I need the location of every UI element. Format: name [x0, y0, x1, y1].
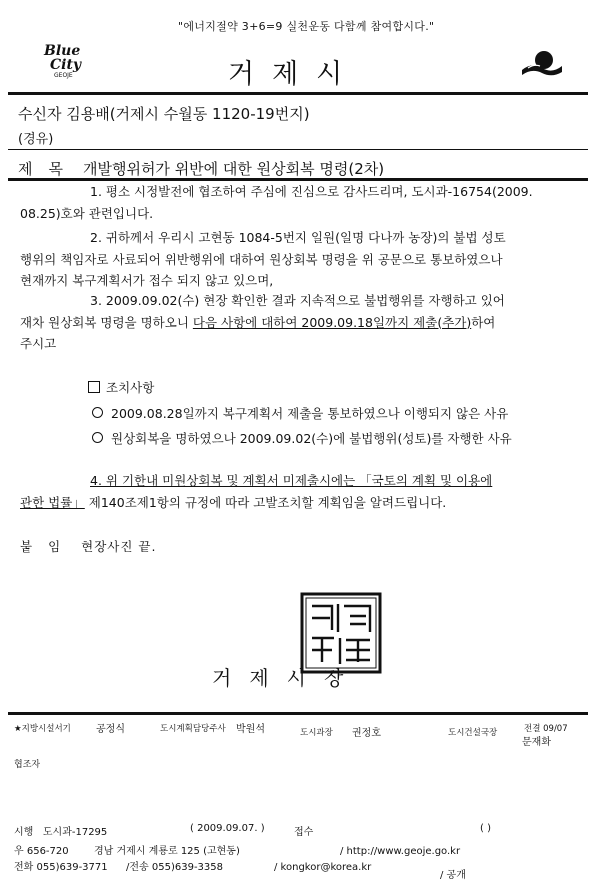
address: 경남 거제시 계룡로 125 (고현동): [94, 846, 240, 857]
via: (경유): [18, 132, 54, 147]
recipient: 수신자 김용배(거제시 수월동 1120-19번지): [18, 105, 310, 123]
reviewer-role: 도시계획담당주사: [160, 724, 226, 734]
cooperator-label: 협조자: [14, 760, 41, 770]
enforce-line: 시행 도시과-17295: [14, 827, 108, 838]
receipt-paren: ( ): [480, 823, 491, 834]
paragraph-4: 4. 위 기한내 미원상회복 및 계획서 미제출시에는 「국토의 계획 및 이용에 관한 법률」 제140조제1항의 규정에 따라 고발조치할 계획임을 알려드립니다.: [20, 473, 493, 510]
paragraph-3: 3. 2009.09.02(수) 현장 확인한 결과 지속적으로 불법행위를 자행하고 있어 재차 원상회복 명령을 명하오니 다음 사항에 대하여 2009.09.18일까지 제출(추가)하여 주시고: [20, 293, 505, 351]
final-name: 문재화: [522, 737, 551, 748]
zip-code: 우 656-720: [14, 846, 69, 857]
fax: /전송 055)639-3358: [126, 862, 224, 873]
attachment-line: 붙임 현장사진 끝.: [20, 539, 157, 554]
drafter-name: 공정식: [96, 724, 125, 735]
signer: 거제시장: [212, 666, 362, 690]
logo-sub: GEOJE: [54, 72, 73, 79]
subject-label: 제목: [18, 160, 79, 178]
slogan: "에너지절약 3+6=9 실천운동 다함께 참여합시다.": [178, 20, 435, 33]
actions-heading: 조치사항: [88, 378, 154, 396]
blue-city-logo: [44, 44, 94, 84]
final-note: 전결 09/07: [524, 724, 568, 734]
paragraph-1: 1. 평소 시정발전에 협조하여 주심에 진심으로 감사드리며, 도시과-16754(2009. 08.25)호와 관련입니다.: [20, 184, 533, 221]
subject-rule-top: [8, 149, 588, 150]
action-item-2: 원상회복을 명하였으나 2009.09.02(수)에 불법행위(성토)를 자행한 사유: [92, 429, 512, 447]
header-rule: [8, 92, 588, 95]
reviewer-name: 박원석: [236, 724, 265, 735]
deadline-underlined: 다음 사항에 대하여 2009.09.18일까지 제출(추가): [192, 314, 472, 330]
homepage-link[interactable]: / http://www.geoje.go.kr: [340, 846, 461, 857]
paragraph-2: 2. 귀하께서 우리시 고현동 1084-5번지 일원(일명 다나까 농장)의 불법 성토 행위의 책임자로 사료되어 위반행위에 대하여 원상회복 명령을 위 공문으로 통보하였으나 현재까지 복구계획서가 접수 되지 않고 있으며,: [20, 230, 506, 288]
subject-line: [18, 158, 384, 179]
public-status: / 공개: [440, 870, 466, 881]
drafter-role: ★지방시설서기: [14, 724, 71, 734]
email-link[interactable]: / kongkor@korea.kr: [274, 862, 372, 873]
section-name: 권정호: [352, 728, 381, 739]
phone: 전화 055)639-3771: [14, 862, 108, 873]
city-emblem-icon: [520, 48, 564, 78]
document-title: 거제시: [228, 59, 361, 90]
checkbox-square-icon: [88, 381, 100, 393]
subject-text: 개발행위허가 위반에 대한 원상회복 명령(2차): [82, 160, 385, 178]
enforce-date: ( 2009.09.07. ): [190, 823, 265, 834]
circle-bullet-icon: [92, 432, 103, 443]
circle-bullet-icon: [92, 407, 103, 418]
logo-text-bottom: City: [50, 57, 82, 73]
logo-text-top: Blue: [44, 43, 81, 59]
action-item-1: 2009.08.28일까지 복구계획서 제출을 통보하였으나 이행되지 않은 사유: [92, 404, 508, 422]
director-role: 도시건설국장: [448, 728, 498, 738]
section-role: 도시과장: [300, 728, 333, 738]
approval-rule: [8, 712, 588, 715]
receipt-label: 접수: [294, 827, 314, 838]
